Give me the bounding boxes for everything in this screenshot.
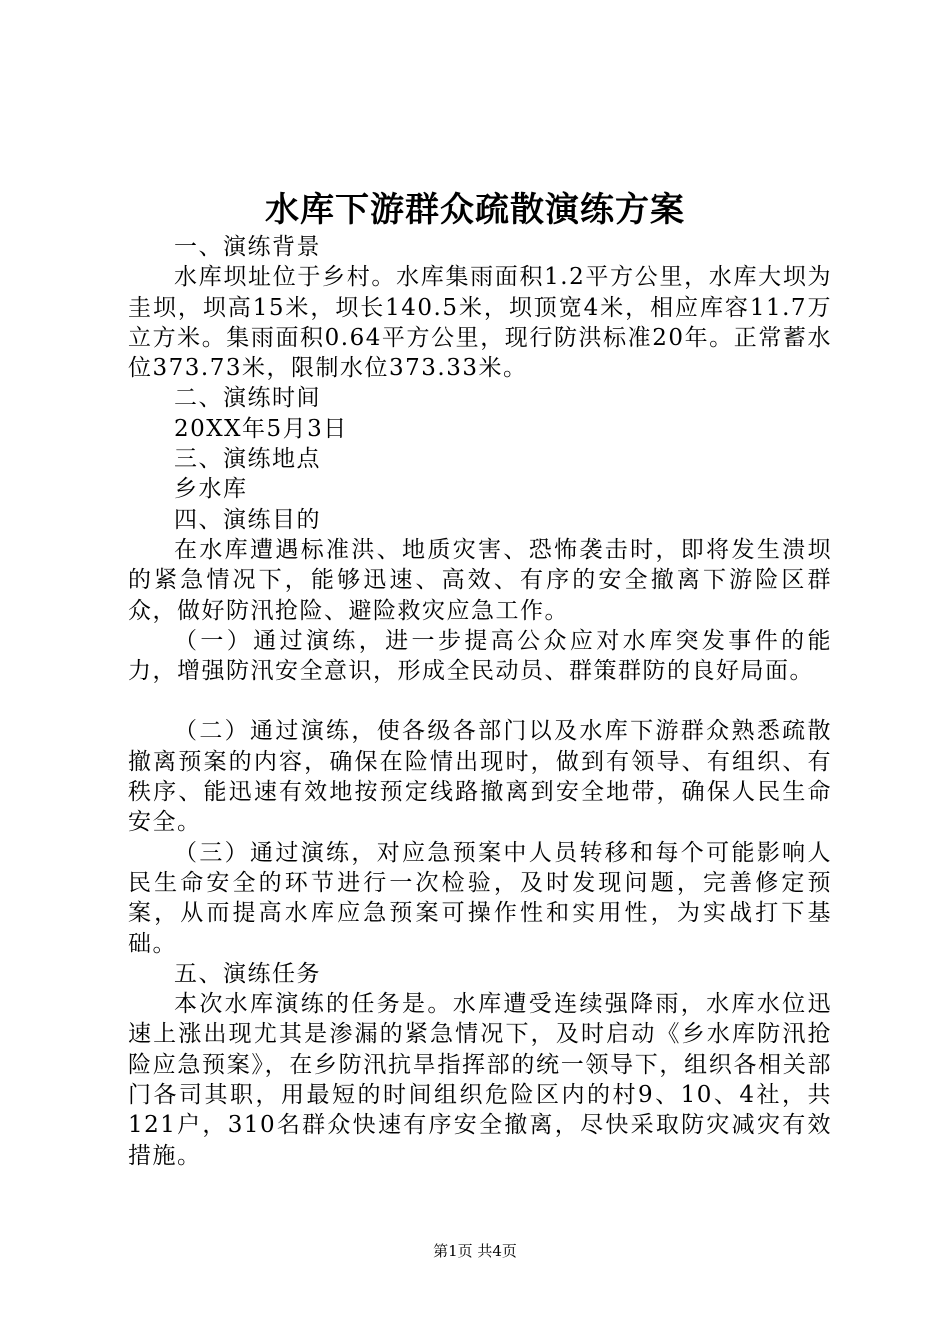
paragraph-tasks: 本次水库演练的任务是。水库遭受连续强降雨，水库水位迅速上涨出现尤其是渗漏的紧急情况下，及时启动《乡水库防汛抢险应急预案》，在乡防汛抗旱指挥部的统一领导下，组织各相关部门各司其职，用最短的时间组织危险区内的村9、10、4社，共121户，310名群众快速有序安全撤离，尽快采取防灾减灾有效措施。 xyxy=(128,991,832,1169)
section-heading-background: 一、演练背景 xyxy=(174,234,321,260)
section-heading-location: 三、演练地点 xyxy=(174,446,321,473)
section-heading-time: 二、演练时间 xyxy=(174,385,321,412)
paragraph-purpose-1: （一）通过演练，进一步提高公众应对水库突发事件的能力，增强防汛安全意识，形成全民动员、群策群防的良好局面。 xyxy=(128,627,832,685)
paragraph-purpose: 在水库遭遇标准洪、地质灾害、恐怖袭击时，即将发生溃坝的紧急情况下，能够迅速、高效、有序的安全撤离下游险区群众，做好防汛抢险、避险救灾应急工作。 xyxy=(128,536,832,624)
paragraph-time: 20XX年5月3日 xyxy=(174,415,348,442)
paragraph-location: 乡水库 xyxy=(174,476,248,503)
section-heading-tasks: 五、演练任务 xyxy=(174,960,321,987)
document-body xyxy=(128,232,832,1171)
paragraph-purpose-2: （二）通过演练，使各级各部门以及水库下游群众熟悉疏散撤离预案的内容，确保在险情出现时，做到有领导、有组织、有秩序、能迅速有效地按预定线路撤离到安全地带，确保人民生命安全。 xyxy=(128,718,832,836)
document-title: 水库下游群众疏散演练方案 xyxy=(265,190,685,230)
paragraph-background: 水库坝址位于乡村。水库集雨面积1.2平方公里，水库大坝为圭坝，坝高15米，坝长140.5米，坝顶宽4米，相应库容11.7万立方米。集雨面积0.64平方公里，现行防洪标准20年。正常蓄水位373.73米，限制水位373.33米。 xyxy=(128,264,832,382)
page-footer: 第1页 共4页 xyxy=(433,1242,517,1260)
paragraph-purpose-3: （三）通过演练，对应急预案中人员转移和每个可能影响人民生命安全的环节进行一次检验，及时发现问题，完善修定预案，从而提高水库应急预案可操作性和实用性，为实战打下基础。 xyxy=(128,839,832,957)
section-heading-purpose: 四、演练目的 xyxy=(174,506,321,533)
